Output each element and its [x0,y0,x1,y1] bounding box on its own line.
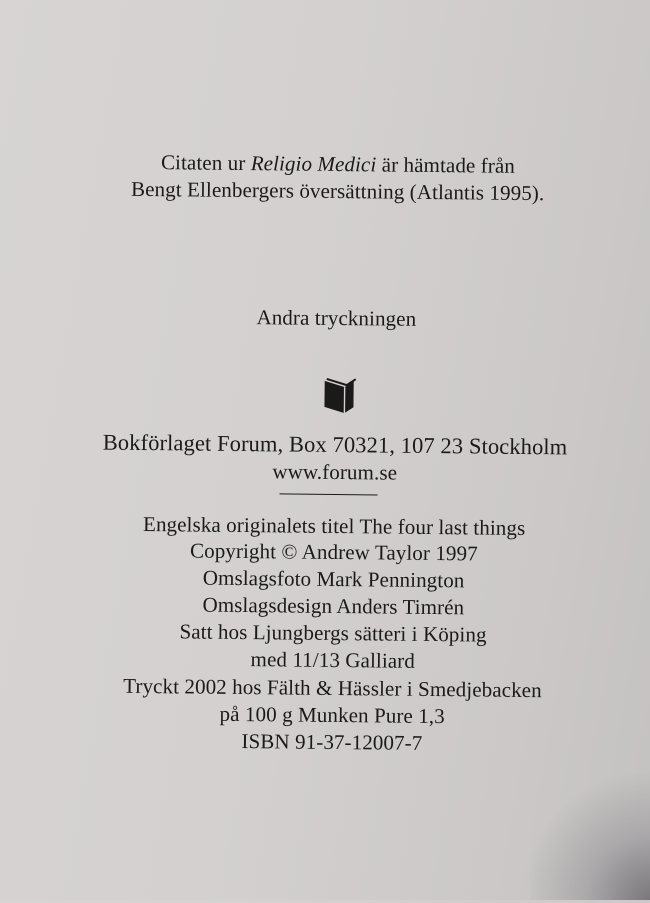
credit-cover-photo: Omslagsfoto Mark Pennington [202,565,465,593]
book-icon [322,377,358,415]
credit-isbn: ISBN 91-37-12007-7 [241,729,423,755]
credit-paper: på 100 g Munken Pure 1,3 [219,701,445,729]
credit-cover-design: Omslagsdesign Anders Timrén [202,592,465,620]
credit-printing: Tryckt 2002 hos Fälth & Hässler i Smedjebacken [123,673,542,703]
quote-note-line-2: Bengt Ellenbergers översättning (Atlantis 1995). [130,176,545,206]
quote-note-suffix: är hämtade från [376,152,516,178]
credit-typesetting: Satt hos Ljungbergs sätteri i Köping [179,619,487,647]
quote-note-prefix: Citaten ur [160,150,251,176]
divider [280,493,378,495]
publisher-website[interactable]: www.forum.se [272,459,398,485]
credit-copyright: Copyright © Andrew Taylor 1997 [189,538,478,566]
credit-original-title: Engelska originalets titel The four last things [142,511,526,540]
credit-typeface: med 11/13 Galliard [250,647,416,673]
publisher-address: Bokförlaget Forum, Box 70321, 107 23 Stockholm [102,429,568,460]
quoted-book-title: Religio Medici [250,151,377,177]
printing-edition: Andra tryckningen [256,305,417,331]
